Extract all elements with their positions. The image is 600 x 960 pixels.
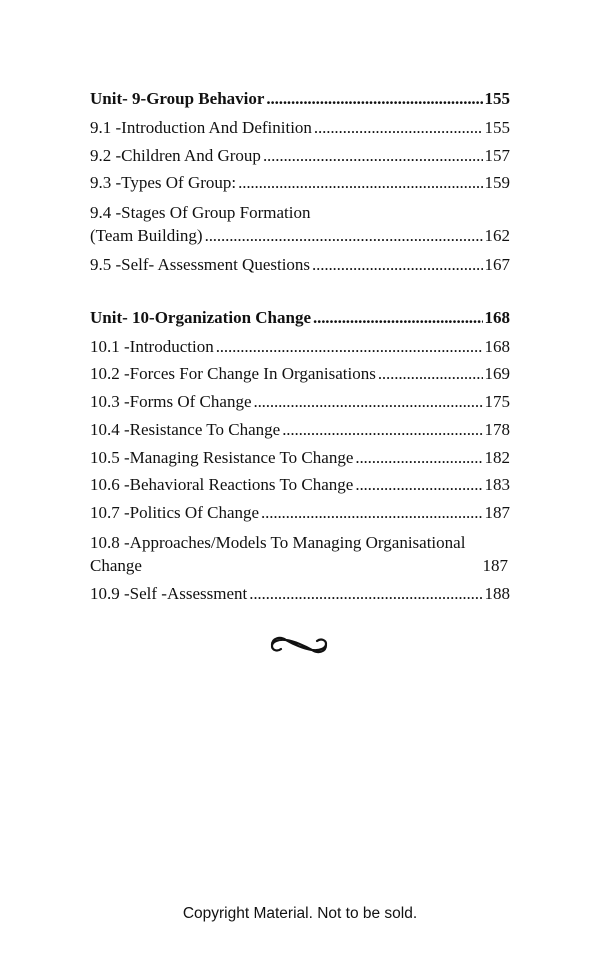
- entry-title-line1: 9.4 -Stages Of Group Formation: [90, 203, 311, 223]
- toc-entry: [90, 584, 510, 604]
- page-number: 162: [484, 226, 510, 246]
- toc-entry: [90, 503, 510, 523]
- toc-entry: [90, 118, 510, 138]
- toc-entry: [90, 337, 510, 357]
- page-number: 183: [484, 475, 510, 495]
- entry-second-line: [90, 224, 510, 247]
- unit-9-section: [90, 89, 510, 275]
- unit-heading: [90, 89, 510, 109]
- dot-leader: [205, 224, 483, 247]
- dot-leader: [263, 146, 483, 166]
- page-number: 169: [484, 364, 510, 384]
- dot-leader: [249, 584, 482, 604]
- dot-leader: [314, 118, 483, 138]
- entry-title: 9.2 -Children And Group: [90, 145, 261, 165]
- dot-leader: [266, 89, 482, 109]
- dot-leader: [238, 173, 482, 193]
- toc-entry-multiline: [90, 531, 510, 577]
- page-number: 157: [484, 145, 510, 165]
- toc-entry: [90, 255, 510, 275]
- toc-entry-multiline: [90, 201, 510, 247]
- dot-leader: [261, 503, 482, 523]
- dot-leader: [312, 255, 482, 275]
- entry-title-line2: Change: [90, 555, 142, 575]
- entry-title: 9.3 -Types Of Group:: [90, 173, 237, 193]
- toc-entry: [90, 364, 510, 384]
- entry-title: 10.2 -Forces For Change In Organisations: [90, 364, 376, 384]
- toc-entry: [90, 448, 510, 468]
- entry-title: 10.4 -Resistance To Change: [90, 419, 281, 439]
- page-number: 155: [484, 118, 510, 137]
- toc-entry: [90, 173, 510, 193]
- entry-title: 10.3 -Forms Of Change: [90, 392, 252, 412]
- unit-title: Unit- 10-Organization Change: [90, 307, 311, 327]
- page-number: 178: [484, 419, 510, 439]
- page-number: 168: [484, 307, 510, 327]
- entry-title: 10.5 -Managing Resistance To Change: [90, 447, 354, 467]
- toc-entry: [90, 392, 510, 412]
- entry-title: 9.1 -Introduction And Definition: [90, 118, 312, 137]
- dot-leader: [378, 364, 483, 384]
- entry-title: 9.5 -Self- Assessment Questions: [90, 254, 311, 274]
- page-number: 159: [484, 173, 510, 193]
- page-number: 187: [484, 502, 510, 522]
- dot-leader: [355, 475, 482, 495]
- dot-leader: [216, 337, 483, 357]
- page-number: 175: [484, 392, 510, 412]
- toc-entry: [90, 420, 510, 440]
- page-number: 167: [484, 254, 510, 274]
- entry-title: 10.1 -Introduction: [90, 336, 214, 356]
- toc-entry: [90, 146, 510, 166]
- unit-title: Unit- 9-Group Behavior: [90, 89, 265, 108]
- page-number: 168: [484, 336, 510, 356]
- copyright-footer: Copyright Material. Not to be sold.: [182, 905, 418, 922]
- entry-title-line1: 10.8 -Approaches/Models To Managing Organisational: [90, 532, 466, 552]
- page-number: 182: [484, 447, 510, 467]
- page-number: 187: [482, 555, 508, 575]
- toc-entry: [90, 475, 510, 495]
- entry-title-line2: (Team Building): [90, 226, 203, 246]
- entry-title: 10.6 -Behavioral Reactions To Change: [90, 475, 354, 495]
- flourish-icon: [266, 632, 332, 658]
- dot-leader: [282, 420, 482, 440]
- entry-title: 10.7 -Politics Of Change: [90, 502, 260, 522]
- page-number: 188: [484, 584, 510, 604]
- unit-heading: [90, 308, 510, 328]
- dot-leader: [313, 308, 483, 328]
- unit-10-section: [90, 308, 510, 605]
- dot-leader: [253, 392, 482, 412]
- page-number: 155: [484, 89, 510, 108]
- entry-second-line: [90, 554, 510, 577]
- table-of-contents: [90, 89, 510, 628]
- entry-title: 10.9 -Self -Assessment: [90, 584, 248, 604]
- dot-leader: [355, 448, 482, 468]
